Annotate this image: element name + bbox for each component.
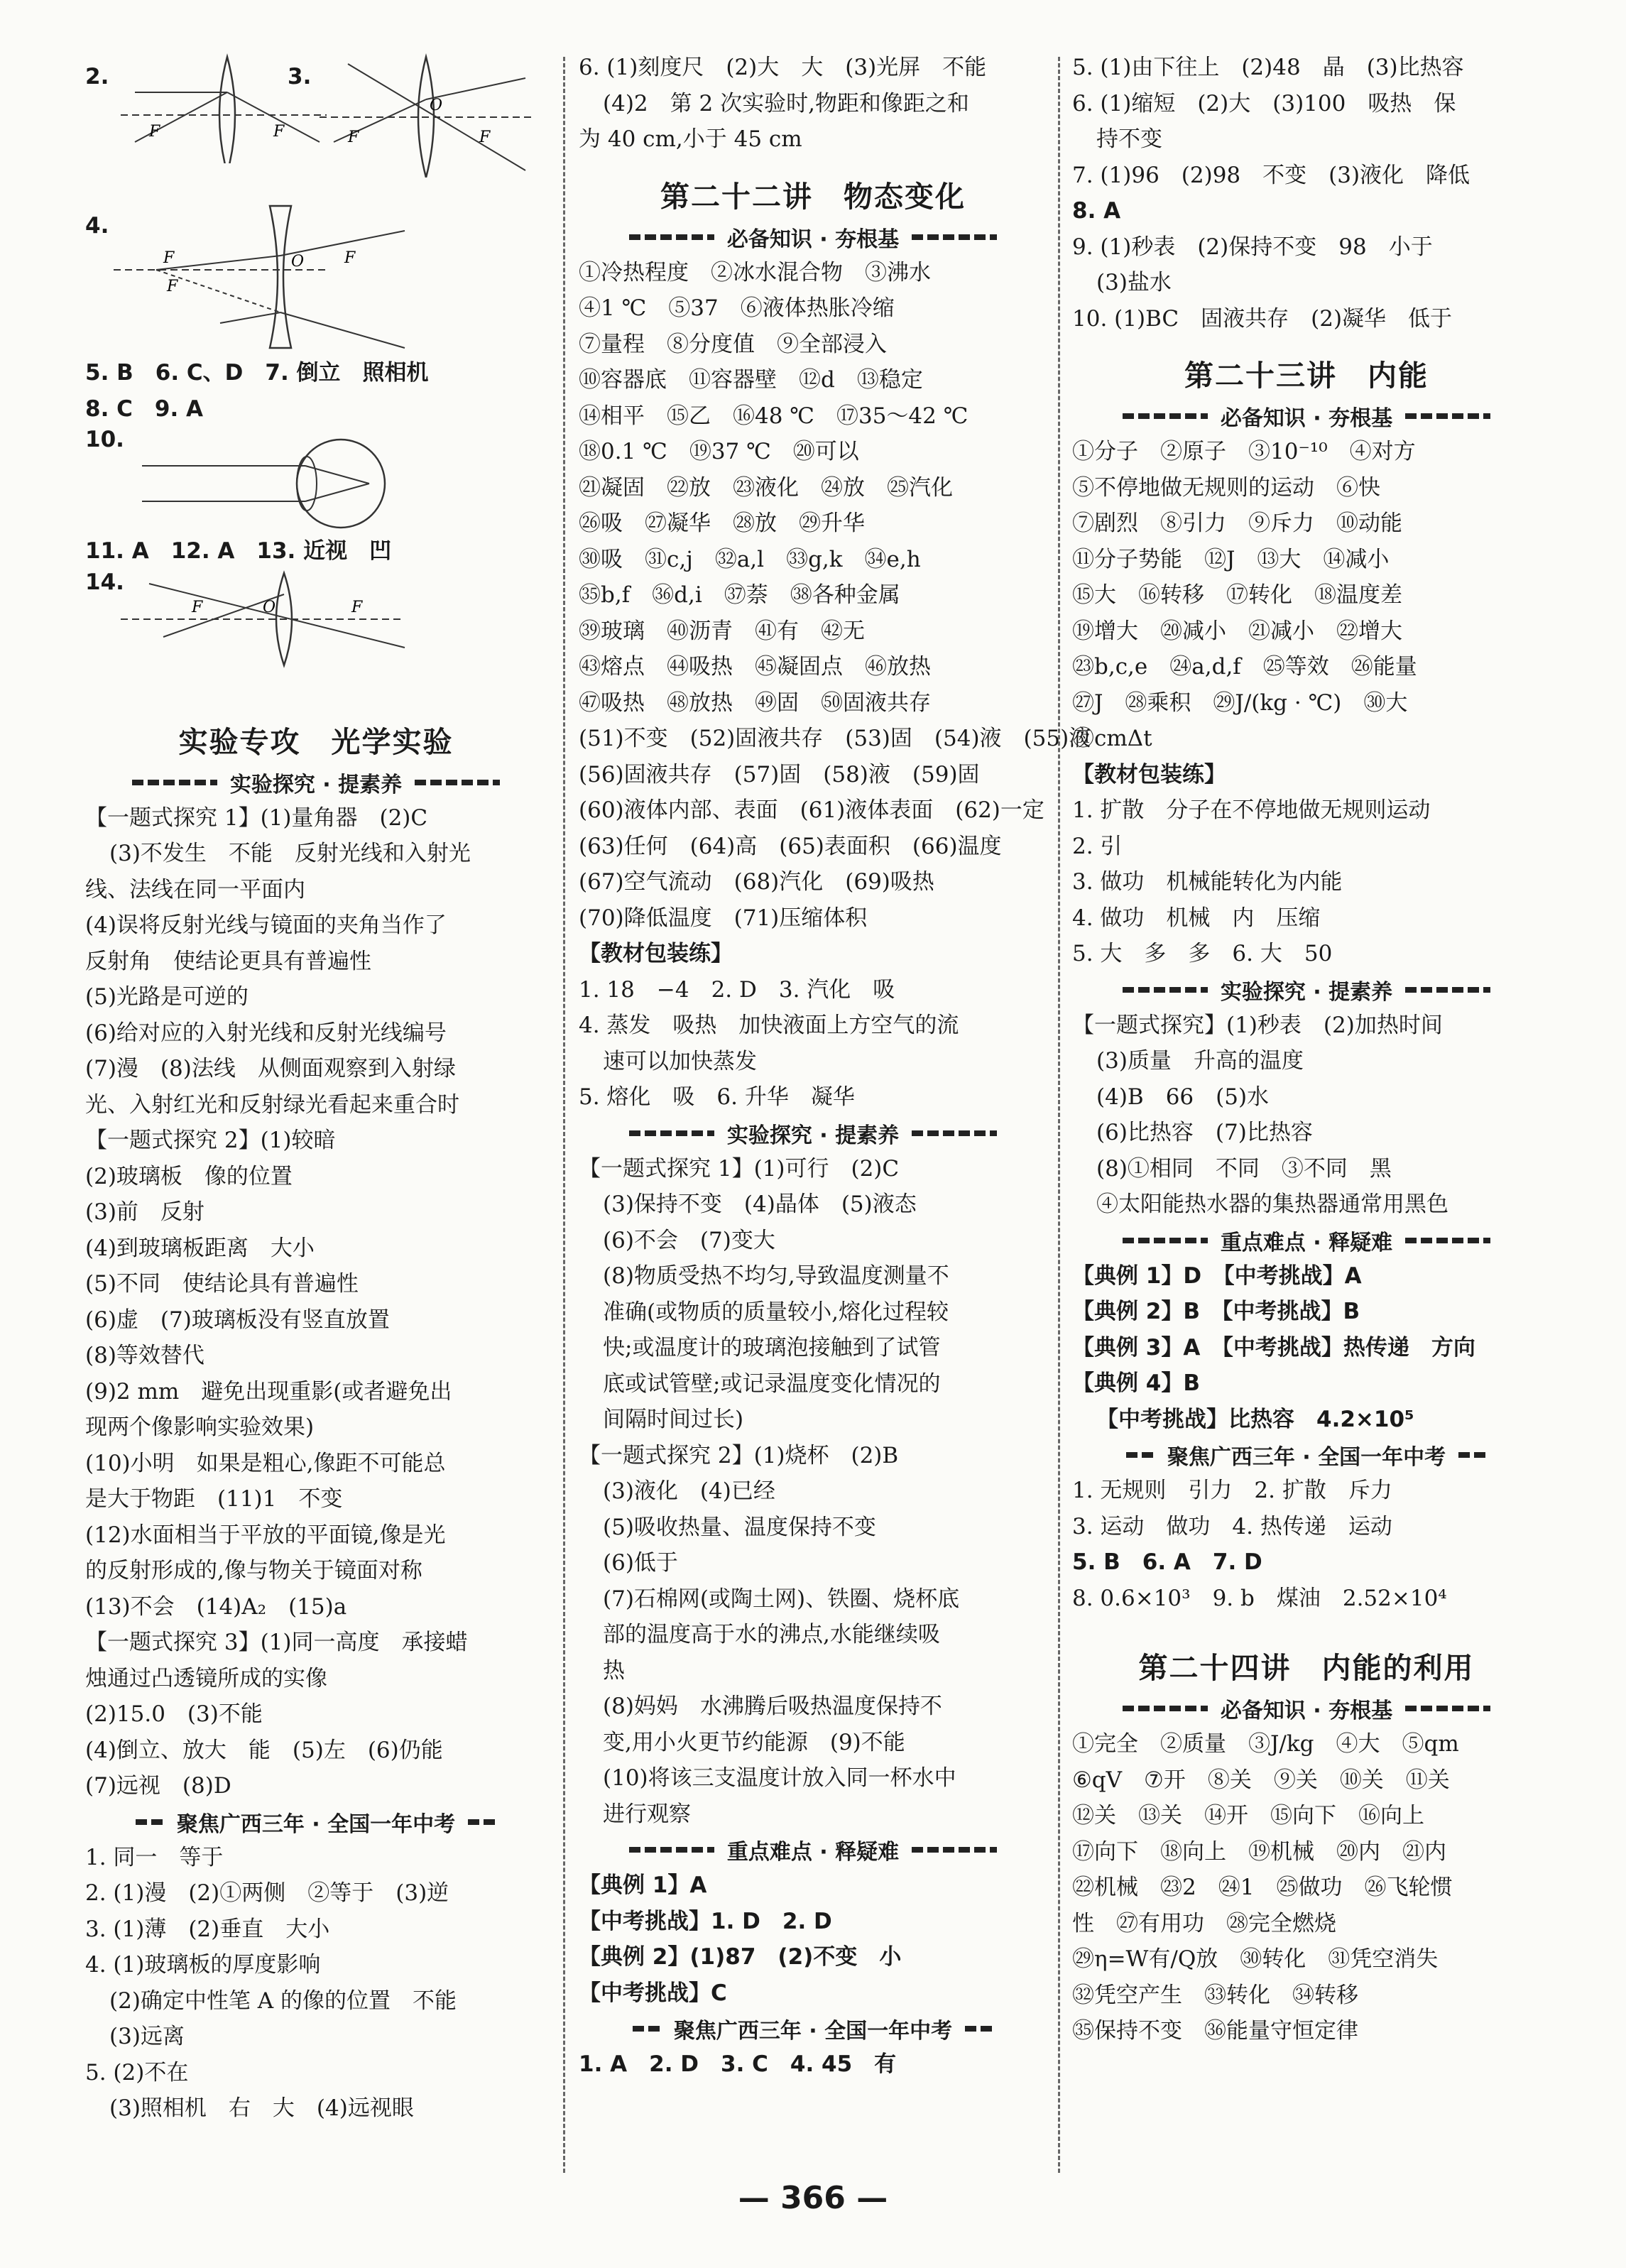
figure-row-10 [85, 427, 547, 533]
text-line: 1. 扩散 分子在不停地做无规则运动 [1072, 797, 1431, 823]
text-line: 性 ㉗有用功 ㉘完全燃烧 [1072, 1910, 1336, 1936]
column-1 [85, 50, 547, 2127]
text-line: 5. 熔化 吸 6. 升华 凝华 [579, 1084, 855, 1110]
figure-3-optical-center: O [430, 97, 443, 114]
text-line: 烛通过凸透镜所成的实像 [85, 1665, 327, 1691]
text-line: 【一题式探究 1】(1)量角器 (2)C [85, 805, 428, 831]
knowledge-answers [1072, 434, 1541, 972]
text-line: (67)空气流动 (68)汽化 (69)吸热 [579, 869, 934, 895]
text-line: 【典例 3】A 【中考挑战】热传递 方向 [1072, 1334, 1475, 1361]
text-line: (10)将该三支温度计放入同一杯水中 [603, 1765, 956, 1791]
text-line: ①冷热程度 ②冰水混合物 ③沸水 [579, 259, 931, 285]
text-line: ㉙η=W有/Q放 ㉚转化 ㉛凭空消失 [1072, 1946, 1439, 1972]
column-3 [1072, 50, 1541, 2049]
section-heading: 实验探究 · 提素养 [1072, 972, 1541, 1008]
section-heading: 聚焦广西三年 · 全国一年中考 [85, 1804, 547, 1840]
page-number: — 366 — [0, 2180, 1626, 2216]
text-line: (51)不变 (52)固液共存 (53)固 (54)液 (55)液 [579, 726, 1091, 751]
experiment-answers [579, 1151, 1047, 1833]
text-line: (3)远离 [109, 2024, 185, 2049]
text-line: 6. (1)刻度尺 (2)大 大 (3)光屏 不能 [579, 55, 987, 80]
text-line: 底或试管壁;或记录温度变化情况的 [603, 1370, 941, 1397]
text-line: 1. A 2. D 3. C 4. 45 有 [579, 2051, 897, 2077]
text-line: 【一题式探究 1】(1)可行 (2)C [579, 1155, 900, 1182]
text-line: 3. 做功 机械能转化为内能 [1072, 869, 1343, 895]
figure-10-label: 10. [85, 427, 124, 452]
text-line: 【中考挑战】1. D 2. D [579, 1908, 832, 1934]
text-line: 【教材包装练】 [579, 941, 733, 966]
text-line: 持不变 [1096, 126, 1162, 152]
text-line: ④太阳能热水器的集热器通常用黑色 [1096, 1192, 1448, 1217]
text-line: ㉚吸 ㉛c,j ㉜a,l ㉝g,k ㉞e,h [579, 546, 921, 572]
text-line: (6)比热容 (7)比热容 [1096, 1120, 1313, 1145]
text-line: 【典例 1】A [579, 1872, 707, 1898]
text-line: 【中考挑战】C [579, 1980, 727, 2006]
text-line: ㉓b,c,e ㉔a,d,f ㉕等效 ㉖能量 [1072, 654, 1417, 680]
figure-4-focus-right: F [344, 249, 356, 267]
text-line: (3)照相机 右 大 (4)远视眼 [109, 2095, 414, 2121]
text-line: (3)液化 (4)已经 [603, 1478, 775, 1504]
text-line: (10)小明 如果是粗心,像距不可能总 [85, 1450, 446, 1476]
text-line: 3. 运动 做功 4. 热传递 运动 [1072, 1513, 1392, 1539]
figure-row-4 [85, 199, 547, 362]
figure-3-focus-right: F [479, 129, 491, 146]
exam-answers [579, 2046, 1047, 2083]
text-line: ㉛cmΔt [1072, 726, 1152, 751]
text-line: 2. (1)漫 (2)①两侧 ②等于 (3)逆 [85, 1880, 449, 1906]
text-line: (2)15.0 (3)不能 [85, 1701, 263, 1727]
text-line: ㉜凭空产生 ㉝转化 ㉞转移 [1072, 1982, 1358, 2008]
text-line: ⑩容器底 ⑪容器壁 ⑫d ⑬稳定 [579, 367, 923, 393]
text-line: 【中考挑战】比热容 4.2×10⁵ [1096, 1406, 1414, 1432]
text-line: 进行观察 [603, 1801, 691, 1827]
text-line: (6)低于 [603, 1550, 678, 1576]
figure-4-concave-lens-diagram [114, 199, 412, 355]
text-line: ⑮大 ⑯转移 ⑰转化 ⑱温度差 [1072, 582, 1402, 608]
figure-2-focus-left: F [149, 123, 160, 141]
section-heading: 实验探究 · 提素养 [579, 1116, 1047, 1151]
text-line: (3)不发生 不能 反射光线和入射光 [109, 841, 471, 866]
text-line: 【典例 4】B [1072, 1370, 1200, 1396]
text-line: ①分子 ②原子 ③10⁻¹⁰ ④对方 [1072, 439, 1416, 464]
text-line: (4)2 第 2 次实验时,物距和像距之和 [603, 90, 969, 116]
text-line: ④1 ℃ ⑤37 ⑥液体热胀冷缩 [579, 295, 895, 321]
text-line: 【一题式探究 2】(1)较暗 [85, 1128, 336, 1153]
text-line: 6. (1)缩短 (2)大 (3)100 吸热 保 [1072, 90, 1456, 116]
text-line: 2. 引 [1072, 833, 1123, 859]
figure-3-convex-lens-diagram [320, 50, 540, 178]
text-line: 5. 大 多 多 6. 大 50 [1072, 941, 1333, 966]
text-line: (9)2 mm 避免出现重影(或者避免出 [85, 1378, 452, 1405]
text-line: ㉑凝固 ㉒放 ㉓液化 ㉔放 ㉕汽化 [579, 474, 953, 501]
text-line: (4)B 66 (5)水 [1096, 1084, 1270, 1110]
exam-answers [85, 1840, 547, 2127]
text-line: ①完全 ②质量 ③J/kg ④大 ⑤qm [1072, 1731, 1459, 1757]
text-line: ⑥qV ⑦开 ⑧关 ⑨关 ⑩关 ⑪关 [1072, 1767, 1450, 1793]
text-line: 速可以加快蒸发 [603, 1048, 757, 1074]
text-line: (6)虚 (7)玻璃板没有竖直放置 [85, 1307, 390, 1333]
figure-3-focus-left: F [348, 129, 359, 146]
column-2 [579, 50, 1091, 2083]
text-line: 11. A 12. A 13. 近视 凹 [85, 538, 392, 564]
text-line: 4. 做功 机械 内 压缩 [1072, 905, 1321, 931]
text-line: (63)任何 (64)高 (65)表面积 (66)温度 [579, 833, 1002, 859]
text-line: (7)石棉网(或陶土网)、铁圈、烧杯底 [603, 1586, 960, 1612]
lecture-title-optics: 实验专攻 光学实验 [178, 724, 454, 759]
figure-14-focus-left: F [192, 598, 203, 616]
text-line: (8)物质受热不均匀,导致温度测量不 [603, 1263, 949, 1289]
text-line: (8)等效替代 [85, 1343, 204, 1368]
text-line: ㊴玻璃 ㊵沥青 ㊶有 ㊷无 [579, 618, 865, 644]
text-line: 5. (1)由下往上 (2)48 晶 (3)比热容 [1072, 55, 1464, 80]
text-line: ㉖吸 ㉗凝华 ㉘放 ㉙升华 [579, 511, 865, 536]
text-line: 【一题式探究 2】(1)烧杯 (2)B [579, 1442, 899, 1468]
text-line: 【教材包装练】 [1072, 761, 1226, 787]
section-heading: 必备知识 · 夯根基 [579, 219, 1047, 255]
section-heading: 实验探究 · 提素养 [85, 765, 547, 800]
text-line: (6)给对应的入射光线和反射光线编号 [85, 1020, 447, 1046]
text-line: 部的温度高于水的沸点,水能继续吸 [603, 1622, 940, 1647]
figure-row-2-3 [85, 50, 547, 163]
text-line: ⑫关 ⑬关 ⑭开 ⑮向下 ⑯向上 [1072, 1803, 1424, 1828]
text-line: 4. 蒸发 吸热 加快液面上方空气的流 [579, 1013, 959, 1038]
text-line: 反射角 使结论更具有普遍性 [85, 948, 371, 974]
text-line: 【典例 2】(1)87 (2)不变 小 [579, 1944, 902, 1970]
text-line: 现两个像影响实验效果) [85, 1414, 315, 1440]
section-heading: 聚焦广西三年 · 全国一年中考 [579, 2011, 1047, 2046]
figure-14-convex-lens-diagram [121, 569, 419, 669]
answers-5-10 [1072, 50, 1541, 337]
text-line: 3. (1)薄 (2)垂直 大小 [85, 1916, 330, 1942]
text-line: (6)不会 (7)变大 [603, 1227, 775, 1253]
text-line: 8. A [1072, 198, 1121, 224]
text-line: (3)盐水 [1096, 270, 1172, 295]
text-line: ㉟b,f ㊱d,i ㊲萘 ㊳各种金属 [579, 582, 900, 608]
text-line: ⑲增大 ⑳减小 ㉑减小 ㉒增大 [1072, 618, 1402, 644]
optics-experiment-answers [85, 800, 547, 1804]
text-line: (60)液体内部、表面 (61)液体表面 (62)一定 [579, 797, 1044, 823]
text-line: (3)前 反射 [85, 1199, 204, 1225]
text-line: (4)误将反射光线与镜面的夹角当作了 [85, 912, 447, 938]
knowledge-answers [1072, 1726, 1541, 2049]
text-line: 快;或温度计的玻璃泡接触到了试管 [603, 1335, 941, 1361]
figure-14-focus-right: F [351, 598, 363, 616]
text-line: 变,用小火更节约能源 (9)不能 [603, 1729, 905, 1755]
text-line: 为 40 cm,小于 45 cm [579, 126, 802, 152]
section-heading: 聚焦广西三年 · 全国一年中考 [1072, 1437, 1541, 1473]
text-line: (5)光路是可逆的 [85, 984, 249, 1010]
text-line: 1. 无规则 引力 2. 扩散 斥力 [1072, 1478, 1392, 1503]
figure-row-14 [85, 569, 547, 669]
text-line: ㊸熔点 ㊹吸热 ㊺凝固点 ㊻放热 [579, 654, 931, 680]
figure-4-optical-center: O [291, 253, 305, 271]
lecture-title-23: 第二十三讲 内能 [1184, 359, 1429, 393]
text-line: (8)妈妈 水沸腾后吸热温度保持不 [603, 1694, 942, 1719]
text-line: ⑭相平 ⑮乙 ⑯48 ℃ ⑰35～42 ℃ [579, 403, 968, 429]
text-line: 4. (1)玻璃板的厚度影响 [85, 1952, 321, 1978]
text-line: (13)不会 (14)A₂ (15)a [85, 1593, 347, 1620]
text-line: (5)吸收热量、温度保持不变 [603, 1514, 876, 1540]
text-line: ㊼吸热 ㊽放热 ㊾固 ㊿固液共存 [579, 689, 931, 716]
text-line: ⑦量程 ⑧分度值 ⑨全部浸入 [579, 331, 887, 357]
text-line: (7)漫 (8)法线 从侧面观察到入射绿 [85, 1056, 456, 1081]
text-line: 7. (1)96 (2)98 不变 (3)液化 降低 [1072, 162, 1471, 188]
exam-answers [1072, 1473, 1541, 1616]
figure-10-eye-diagram [142, 434, 412, 540]
figure-2-label: 2. [85, 64, 109, 89]
column-divider-1 [563, 57, 565, 2173]
text-line: 8. C 9. A [85, 396, 204, 422]
text-line: 热 [603, 1657, 625, 1684]
text-line: ㉗J ㉘乘积 ㉙J/(kg · ℃) ㉚大 [1072, 689, 1408, 716]
text-line: 光、入射红光和反射绿光看起来重合时 [85, 1091, 459, 1118]
text-line: (5)不同 使结论具有普遍性 [85, 1271, 359, 1297]
text-line: 【一题式探究 3】(1)同一高度 承接蜡 [85, 1630, 468, 1655]
text-line: 9. (1)秒表 (2)保持不变 98 小于 [1072, 234, 1433, 260]
key-points-answers [1072, 1258, 1541, 1438]
text-line: (8)①相同 不同 ③不同 黑 [1096, 1155, 1392, 1182]
key-points-answers [579, 1868, 1047, 2011]
answers-5-9 [85, 355, 547, 427]
text-line: (4)倒立、放大 能 (5)左 (6)仍能 [85, 1737, 443, 1763]
knowledge-answers [579, 255, 1091, 1116]
text-line: (2)确定中性笔 A 的像的位置 不能 [109, 1988, 457, 2014]
figure-2-focus-right: F [273, 123, 285, 141]
text-line: (7)远视 (8)D [85, 1773, 231, 1799]
answer-6 [579, 50, 1047, 158]
text-line: (3)质量 升高的温度 [1096, 1048, 1304, 1074]
text-line: 准确(或物质的质量较小,熔化过程较 [603, 1299, 949, 1325]
column-divider-2 [1058, 57, 1060, 2173]
text-line: (3)保持不变 (4)晶体 (5)液态 [603, 1192, 917, 1217]
text-line: 线、法线在同一平面内 [85, 876, 305, 903]
text-line: ㉒机械 ㉓2 ㉔1 ㉕做功 ㉖飞轮惯 [1072, 1875, 1453, 1900]
text-line: 的反射形成的,像与物关于镜面对称 [85, 1558, 422, 1583]
text-line: ⑰向下 ⑱向上 ⑲机械 ⑳内 ㉑内 [1072, 1838, 1446, 1865]
text-line: 【一题式探究】(1)秒表 (2)加热时间 [1072, 1012, 1443, 1038]
text-line: 10. (1)BC 固液共存 (2)凝华 低于 [1072, 305, 1453, 332]
text-line: 间隔时间过长) [603, 1407, 744, 1432]
text-line: (56)固液共存 (57)固 (58)液 (59)固 [579, 761, 980, 787]
figure-4-focus-bottom-left: F [167, 278, 178, 295]
text-line: ⑱0.1 ℃ ⑲37 ℃ ⑳可以 [579, 439, 859, 464]
section-heading: 重点难点 · 释疑难 [579, 1832, 1047, 1868]
text-line: 8. 0.6×10³ 9. b 煤油 2.52×10⁴ [1072, 1585, 1447, 1611]
text-line: 5. B 6. C、D 7. 倒立 照相机 [85, 360, 429, 386]
text-line: ⑦剧烈 ⑧引力 ⑨斥力 ⑩动能 [1072, 511, 1402, 536]
text-line: (4)到玻璃板距离 大小 [85, 1235, 315, 1261]
section-heading: 必备知识 · 夯根基 [1072, 1691, 1541, 1726]
lecture-title-22: 第二十二讲 物态变化 [660, 179, 966, 214]
text-line: ㉟保持不变 ㊱能量守恒定律 [1072, 2018, 1358, 2044]
figure-14-optical-center: O [263, 598, 276, 616]
text-line: 5. (2)不在 [85, 2059, 189, 2086]
text-line: 【典例 1】D 【中考挑战】A [1072, 1263, 1362, 1289]
text-line: 是大于物距 (11)1 不变 [85, 1486, 343, 1512]
figure-4-label: 4. [85, 213, 109, 239]
figure-14-label: 14. [85, 569, 124, 595]
text-line: 【典例 2】B 【中考挑战】B [1072, 1299, 1360, 1324]
text-line: (70)降低温度 (71)压缩体积 [579, 905, 868, 931]
text-line: 1. 同一 等于 [85, 1844, 224, 1870]
figure-3-label: 3. [288, 64, 312, 89]
text-line: 1. 18 −4 2. D 3. 汽化 吸 [579, 976, 895, 1003]
experiment-answers [1072, 1008, 1541, 1223]
text-line: ⑤不停地做无规则的运动 ⑥快 [1072, 474, 1380, 501]
text-line: ⑪分子势能 ⑫J ⑬大 ⑭减小 [1072, 546, 1390, 572]
text-line: (2)玻璃板 像的位置 [85, 1163, 293, 1189]
text-line: 5. B 6. A 7. D [1072, 1549, 1262, 1575]
lecture-title-24: 第二十四讲 内能的利用 [1138, 1651, 1475, 1685]
section-heading: 重点难点 · 释疑难 [1072, 1223, 1541, 1258]
text-line: (12)水面相当于平放的平面镜,像是光 [85, 1522, 446, 1548]
section-heading: 必备知识 · 夯根基 [1072, 398, 1541, 434]
figure-4-focus-top-left: F [163, 249, 175, 267]
